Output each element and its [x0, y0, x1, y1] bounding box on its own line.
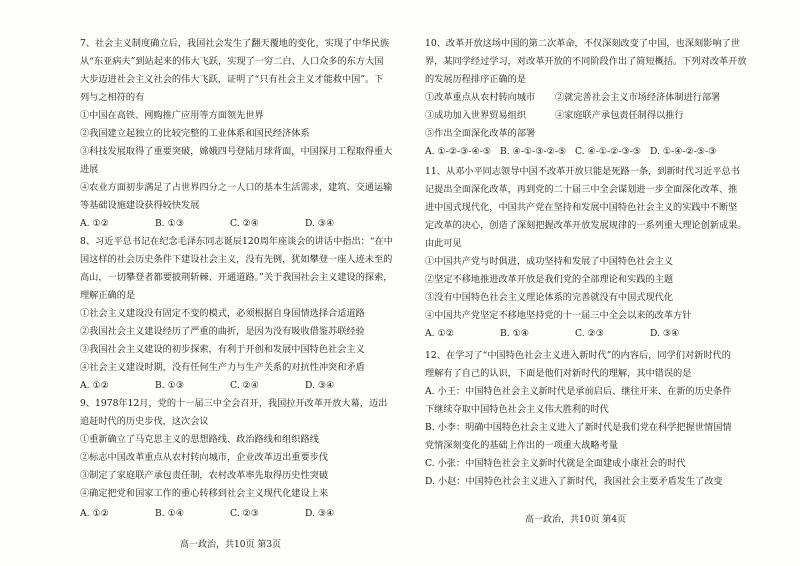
q10-options — [425, 146, 725, 158]
q12-option[interactable]: D. 小赵：中国特色社会主义进入了新时代，我国社会主要矛盾发生了改变 — [425, 476, 723, 487]
option[interactable]: A. ①-②-③-④-⑤ — [425, 146, 492, 157]
option[interactable]: C. ②③ — [230, 508, 260, 519]
q7-item: ④农业方面初步满足了占世界四分之一人口的基本生活需求，建筑、交通运输 — [80, 182, 393, 193]
option[interactable]: B. ①③ — [155, 380, 185, 391]
option[interactable]: C. ②④ — [230, 218, 260, 229]
q7-item: ③科技发展取得了重要突破，嫦娥四号登陆月球背面，中国探月工程取得重大 — [80, 146, 393, 157]
q12-option: 下继续夺取中国特色社会主义伟大胜利的时代 — [425, 404, 609, 415]
q8-item: ①社会主义建设没有固定不变的模式，必须根据自身国情选择合适道路 — [80, 308, 365, 319]
option[interactable]: B. ①④ — [155, 508, 185, 519]
q7-item: ①中国在高铁、网购推广应用等方面领先世界 — [80, 110, 264, 121]
q7-stem-line: 从“东亚病夫”到站起来的伟大飞跃，实现了一穷二白、人口众多的东方大国 — [80, 56, 384, 67]
option[interactable]: B. ①③ — [155, 218, 185, 229]
q7-stem-line: 列与之相符的有 — [80, 92, 145, 103]
q11-stem-line: 进中国式现代化，中国共产党在坚持和发展中国特色社会主义的实践中不断坚 — [425, 202, 738, 213]
q8-stem-line: 理解正确的是 — [80, 290, 136, 301]
option[interactable]: D. ①-④-②-⑤-③ — [650, 146, 717, 157]
q8-item: ②我国社会主义建设经历了严重的曲折，是因为没有吸收借鉴苏联经验 — [80, 326, 365, 337]
option[interactable]: C. ②④ — [230, 380, 260, 391]
q12-option[interactable]: A. 小王：中国特色社会主义新时代是承前启后、继往开来、在新的历史条件 — [425, 386, 732, 397]
q7-stem-line: 7、社会主义制度确立后，我国社会发生了翻天覆地的变化，实现了中华民族 — [80, 38, 390, 49]
q11-item: ③没有中国特色社会主义理论体系的完善就没有中国式现代化 — [425, 292, 674, 303]
q9-options — [80, 508, 380, 520]
option[interactable]: A. ①② — [80, 380, 109, 391]
q8-options — [80, 380, 380, 392]
q10-item: ⑤作出全面深化改革的部署 — [425, 128, 536, 139]
q12-stem-line: 理解有了自己的认识，下面是他们对新时代的理解，其中错误的是 — [425, 368, 692, 379]
q12-stem-line: 12、在学习了“中国特色社会主义进入新时代”的内容后，同学们对新时代的 — [425, 350, 731, 361]
q9-stem-line: 9、1978年12月，党的十一届三中全会召开，我国拉开改革开放大幕，迈出 — [80, 398, 388, 409]
option[interactable]: C. ④-①-②-③-⑤ — [575, 146, 642, 157]
q9-item: ②标志中国改革重点从农村转向城市，企业改革迈出重要步伐 — [80, 452, 329, 463]
q9-item: ④确定把党和国家工作的重心转移到社会主义现代化建设上来 — [80, 488, 329, 499]
q11-stem-line: 11、从邓小平同志领导中国不改革开放只能是死路一条，到新时代习近平总书 — [425, 166, 740, 177]
q11-item: ④中国共产党坚定不移地坚持党的十一届三中全会以来的改革方针 — [425, 310, 692, 321]
option[interactable]: A. ①② — [80, 218, 109, 229]
q8-stem-line: 国这样的社会历史条件下建设社会主义，没有先例，犹如攀登一座人迹未至的 — [80, 254, 393, 265]
option[interactable]: A. ①② — [80, 508, 109, 519]
q8-item: ③我国社会主义建设的初步探索，有利于开创和发展中国特色社会主义 — [80, 344, 365, 355]
q8-stem-line: 8、习近平总书记在纪念毛泽东同志诞辰120周年座谈会的讲话中指出：“在中 — [80, 236, 393, 247]
q12-option: 党情深刻变化的基础上作出的一项重大战略考量 — [425, 440, 618, 451]
q7-item: 进展 — [80, 164, 99, 175]
q9-stem-line: 追赶时代的历史步伐，这次会议 — [80, 416, 209, 427]
q8-item: ④社会主义建设时期，没有任何生产力与生产关系的对抗性冲突和矛盾 — [80, 362, 365, 373]
q11-item: ②坚定不移地推进改革开放是我们党的全部理论和实践的主题 — [425, 274, 674, 285]
option[interactable]: D. ③④ — [305, 218, 335, 229]
q10-item: ③成功加入世界贸易组织 — [425, 110, 527, 121]
q11-stem-line: 定改革的决心，创造了深刻把握改革开放发展规律的一系列重大理论创新成果。 — [425, 220, 747, 231]
q12-option[interactable]: C. 小张：中国特色社会主义新时代就是全面建成小康社会的时代 — [425, 458, 686, 469]
q9-item: ①重新确立了马克思主义的思想路线、政治路线和组织路线 — [80, 434, 319, 445]
q10-item: ①改革重点从农村转向城市 — [425, 92, 536, 103]
option[interactable]: A. ①② — [425, 328, 454, 339]
q10-stem-line: 的发展历程排序正确的是 — [425, 74, 527, 85]
option[interactable]: B. ④-①-③-②-⑤ — [500, 146, 567, 157]
q7-item: ②我国建立起独立的比较完整的工业体系和国民经济体系 — [80, 128, 310, 139]
option[interactable]: D. ③④ — [305, 380, 335, 391]
q11-item: ①中国共产党与时俱进，成功坚持和发展了中国特色社会主义 — [425, 256, 674, 267]
q8-stem-line: 高山，一切攀登者都要披荆斩棘、开通道路。”关于我国社会主义建设的探索， — [80, 272, 393, 283]
q9-item: ③制定了家庭联产承包责任制，农村改革率先取得历史性突破 — [80, 470, 329, 481]
q7-options — [80, 218, 380, 230]
option[interactable]: D. ③④ — [650, 328, 680, 339]
q11-stem-line: 记提出全面深化改革，再到党的二十届三中全会谋划进一步全面深化改革、推 — [425, 184, 738, 195]
q10-stem-line: 界，某同学经过学习，对改革开放的不同阶段作出了简短概括。下列对改革开放 — [425, 56, 747, 67]
q10-item: ④家庭联产承包责任制得以推行 — [555, 110, 684, 121]
q10-stem-line: 10、改革开放这场中国的第二次革命，不仅深刻改变了中国，也深刻影响了世 — [425, 38, 740, 49]
page-footer-right: 高一政治，共10页 第4页 — [525, 515, 627, 525]
q7-item: 等基础设施建设获得较快发展 — [80, 200, 200, 211]
q12-option[interactable]: B. 小李：明确中国特色社会主义进入了新时代是我们党在科学把握世情国情 — [425, 422, 732, 433]
option[interactable]: D. ③④ — [305, 508, 335, 519]
q10-item: ②就完善社会主义市场经济体制进行部署 — [555, 92, 721, 103]
option[interactable]: B. ①④ — [500, 328, 530, 339]
page-footer-left: 高一政治，共10页 第3页 — [180, 540, 282, 550]
option[interactable]: C. ②③ — [575, 328, 605, 339]
q11-stem-line: 由此可见 — [425, 238, 462, 249]
q7-stem-line: 大步迈进社会主义社会的伟大飞跃，证明了“只有社会主义才能救中国”。下 — [80, 74, 384, 85]
q11-options — [425, 328, 725, 340]
